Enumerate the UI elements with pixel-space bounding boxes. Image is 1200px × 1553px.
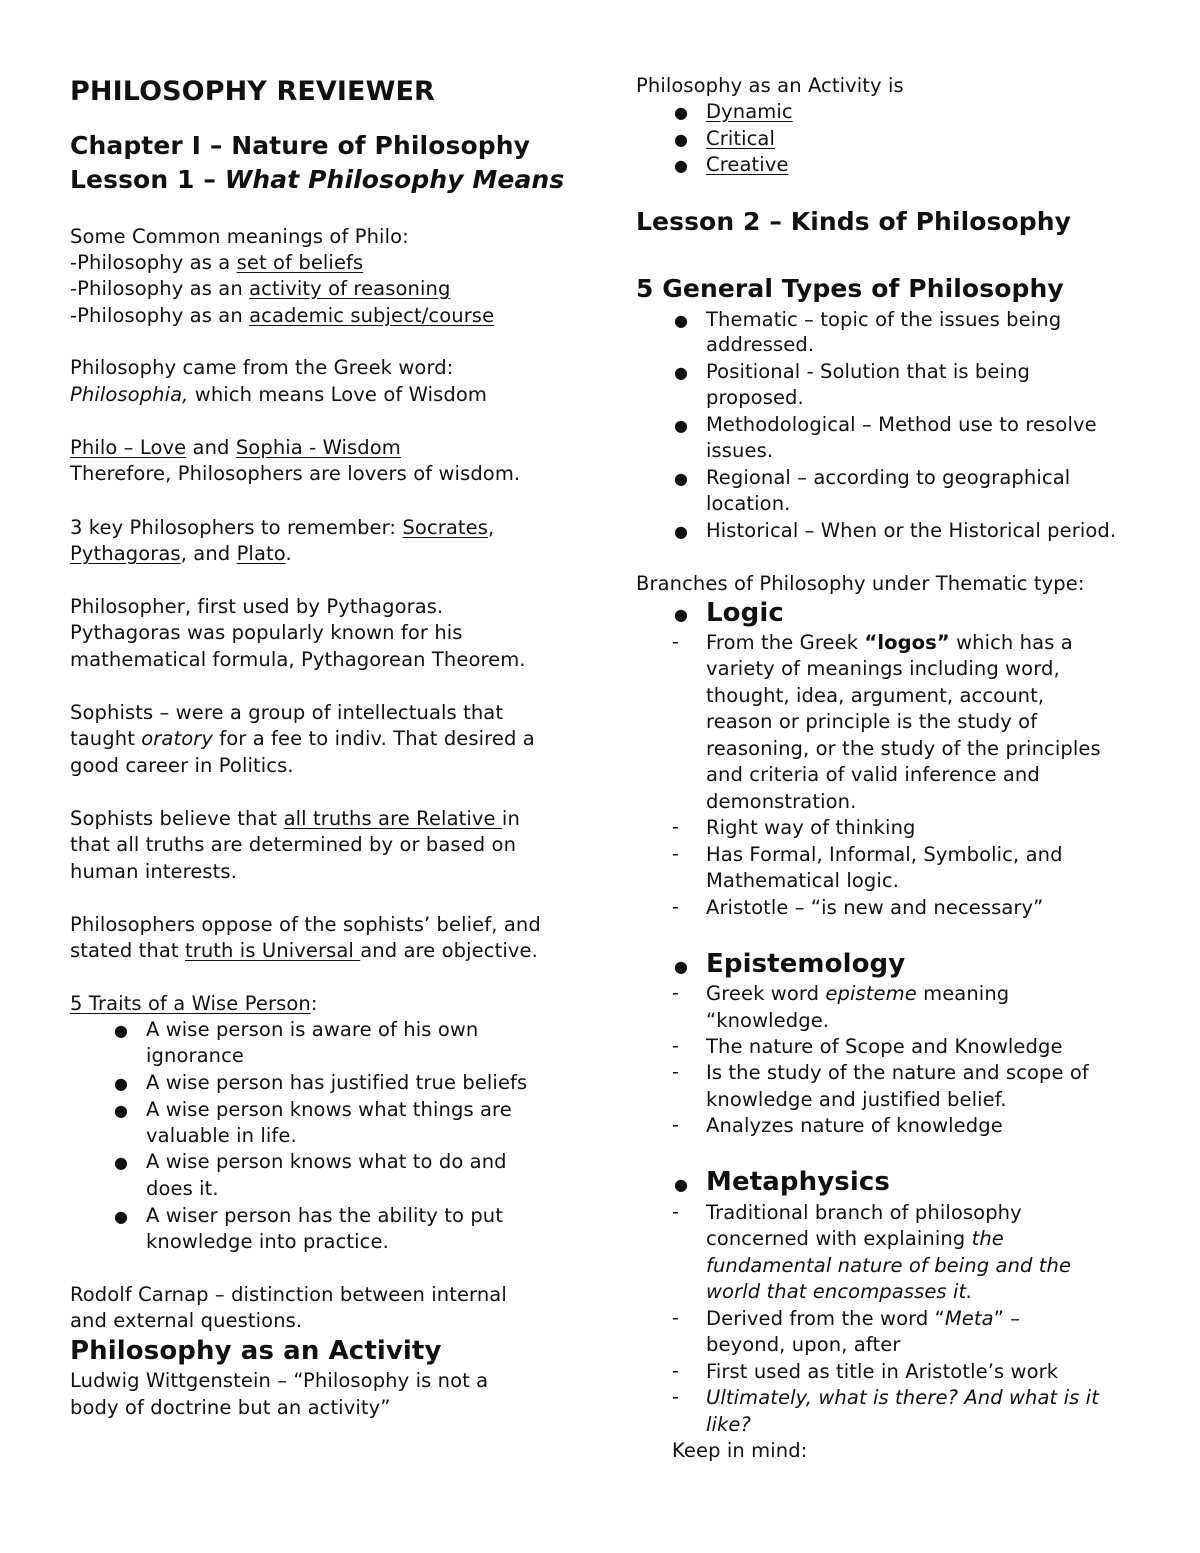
- philo-sophia-line: Philo – Love and Sophia - Wisdom: [70, 436, 401, 459]
- greek-origin-line: Philosophy came from the Greek word:: [70, 356, 454, 379]
- bullet-icon: ●: [114, 1207, 128, 1226]
- carnap-line: Rodolf Carnap – distinction between internal: [70, 1283, 507, 1306]
- logic-heading: Logic: [706, 598, 784, 628]
- bullet-icon: ●: [114, 1074, 128, 1093]
- sophists-line: good career in Politics.: [70, 754, 294, 777]
- traits-title: 5 Traits of a Wise Person:: [70, 992, 318, 1015]
- logic-definition: variety of meanings including word,: [706, 657, 1060, 680]
- greek-origin-meaning: Philosophia, which means Love of Wisdom: [70, 383, 487, 406]
- logic-item: Right way of thinking: [706, 816, 916, 839]
- activity-intro: Philosophy as an Activity is: [636, 74, 904, 97]
- lesson2-heading: Lesson 2 – Kinds of Philosophy: [636, 207, 1072, 236]
- activity-item: Creative: [706, 153, 789, 176]
- trait-item: A wise person is aware of his own: [146, 1018, 479, 1041]
- logic-definition: thought, idea, argument, account,: [706, 684, 1045, 707]
- metaphysics-item: world that encompasses it.: [706, 1280, 973, 1303]
- logic-item: Aristotle – “is new and necessary”: [706, 896, 1044, 919]
- logic-definition: From the Greek “logos” which has a: [706, 631, 1073, 654]
- trait-item: A wise person knows what things are: [146, 1098, 512, 1121]
- logic-item: Has Formal, Informal, Symbolic, and: [706, 843, 1063, 866]
- oppose-line: stated that truth is Universal and are objective.: [70, 939, 538, 962]
- dash-icon: -: [672, 631, 679, 653]
- logic-item: Mathematical logic.: [706, 869, 900, 892]
- trait-item: knowledge into practice.: [146, 1230, 389, 1253]
- dash-icon: -: [672, 843, 679, 865]
- dash-icon: -: [672, 1035, 679, 1057]
- type-item: issues.: [706, 439, 774, 462]
- pythagoras-line: Pythagoras was popularly known for his: [70, 621, 463, 644]
- dash-icon: -: [672, 1307, 679, 1329]
- metaphysics-item: fundamental nature of being and the: [706, 1254, 1072, 1277]
- bullet-icon: ●: [674, 130, 688, 149]
- therefore-line: Therefore, Philosophers are lovers of wisdom.: [70, 462, 521, 485]
- logic-definition: reasoning, or the study of the principles: [706, 737, 1101, 760]
- logic-definition: demonstration.: [706, 790, 857, 813]
- trait-item: A wise person has justified true beliefs: [146, 1071, 528, 1094]
- epistemology-item: knowledge and justified belief.: [706, 1088, 1007, 1111]
- type-item: location.: [706, 492, 791, 515]
- carnap-line: and external questions.: [70, 1309, 303, 1332]
- dash-icon: -: [672, 896, 679, 918]
- meaning-item: -Philosophy as an activity of reasoning: [70, 277, 451, 300]
- activity-item: Critical: [706, 127, 776, 150]
- trait-item: A wiser person has the ability to put: [146, 1204, 504, 1227]
- type-item: Historical – When or the Historical period.: [706, 519, 1117, 542]
- trait-item: A wise person knows what to do and: [146, 1150, 507, 1173]
- logic-definition: and criteria of valid inference and: [706, 763, 1040, 786]
- sophists-line: Sophists – were a group of intellectuals that: [70, 701, 504, 724]
- epistemology-item: The nature of Scope and Knowledge: [706, 1035, 1063, 1058]
- key-philosophers-line: 3 key Philosophers to remember: Socrates,: [70, 516, 495, 539]
- metaphysics-item: beyond, upon, after: [706, 1333, 901, 1356]
- dash-icon: -: [672, 982, 679, 1004]
- metaphysics-item: like?: [706, 1413, 751, 1436]
- activity-item: Dynamic: [706, 100, 793, 123]
- epistemology-item: Analyzes nature of knowledge: [706, 1114, 1003, 1137]
- bullet-icon: ●: [674, 605, 688, 624]
- epistemology-item: “knowledge.: [706, 1009, 830, 1032]
- bullet-icon: ●: [674, 311, 688, 330]
- meanings-intro: Some Common meanings of Philo:: [70, 225, 409, 248]
- dash-icon: -: [672, 1386, 679, 1408]
- dash-icon: -: [672, 816, 679, 838]
- pythagoras-line: Philosopher, first used by Pythagoras.: [70, 595, 444, 618]
- dash-icon: -: [672, 1061, 679, 1083]
- metaphysics-item: Traditional branch of philosophy: [706, 1201, 1022, 1224]
- metaphysics-heading: Metaphysics: [706, 1167, 890, 1197]
- activity-heading: Philosophy as an Activity: [70, 1336, 442, 1366]
- key-philosophers-names: Pythagoras, and Plato.: [70, 542, 292, 565]
- dash-icon: -: [672, 1360, 679, 1382]
- epistemology-item: Greek word episteme meaning: [706, 982, 1010, 1005]
- type-item: proposed.: [706, 386, 804, 409]
- bullet-icon: ●: [674, 103, 688, 122]
- type-item: Positional - Solution that is being: [706, 360, 1030, 383]
- bullet-icon: ●: [674, 363, 688, 382]
- bullet-icon: ●: [674, 469, 688, 488]
- bullet-icon: ●: [674, 156, 688, 175]
- bullet-icon: ●: [114, 1153, 128, 1172]
- relative-line: human interests.: [70, 860, 237, 883]
- epistemology-heading: Epistemology: [706, 949, 906, 979]
- branches-intro: Branches of Philosophy under Thematic type:: [636, 572, 1085, 595]
- relative-line: Sophists believe that all truths are Relative in: [70, 807, 520, 830]
- keep-in-mind: Keep in mind:: [672, 1439, 808, 1462]
- chapter-heading: Chapter I – Nature of Philosophy: [70, 131, 531, 160]
- dash-icon: -: [672, 1201, 679, 1223]
- trait-item: ignorance: [146, 1044, 245, 1067]
- wittgenstein-line: Ludwig Wittgenstein – “Philosophy is not a: [70, 1369, 489, 1392]
- type-item: addressed.: [706, 333, 815, 356]
- epistemology-item: Is the study of the nature and scope of: [706, 1061, 1089, 1084]
- bullet-icon: ●: [114, 1101, 128, 1120]
- sophists-line: taught oratory for a fee to indiv. That desired a: [70, 727, 535, 750]
- pythagoras-line: mathematical formula, Pythagorean Theorem.: [70, 648, 526, 671]
- bullet-icon: ●: [674, 416, 688, 435]
- metaphysics-item: Derived from the word “Meta” –: [706, 1307, 1021, 1330]
- bullet-icon: ●: [674, 957, 688, 976]
- lesson1-heading: Lesson 1 – What Philosophy Means: [70, 165, 565, 194]
- meaning-item: -Philosophy as an academic subject/course: [70, 304, 495, 327]
- oppose-line: Philosophers oppose of the sophists’ belief, and: [70, 913, 541, 936]
- dash-icon: -: [672, 1114, 679, 1136]
- metaphysics-item: First used as title in Aristotle’s work: [706, 1360, 1059, 1383]
- types-heading: 5 General Types of Philosophy: [636, 274, 1064, 303]
- bullet-icon: ●: [674, 522, 688, 541]
- type-item: Regional – according to geographical: [706, 466, 1071, 489]
- bullet-icon: ●: [114, 1021, 128, 1040]
- meaning-item: -Philosophy as a set of beliefs: [70, 251, 364, 274]
- type-item: Methodological – Method use to resolve: [706, 413, 1097, 436]
- logic-definition: reason or principle is the study of: [706, 710, 1038, 733]
- type-item: Thematic – topic of the issues being: [706, 308, 1062, 331]
- relative-line: that all truths are determined by or based on: [70, 833, 517, 856]
- bullet-icon: ●: [674, 1175, 688, 1194]
- trait-item: valuable in life.: [146, 1124, 297, 1147]
- metaphysics-item: concerned with explaining the: [706, 1227, 1004, 1250]
- trait-item: does it.: [146, 1177, 219, 1200]
- wittgenstein-line: body of doctrine but an activity”: [70, 1396, 391, 1419]
- document-title: PHILOSOPHY REVIEWER: [70, 76, 435, 107]
- metaphysics-item: Ultimately, what is there? And what is it: [706, 1386, 1099, 1409]
